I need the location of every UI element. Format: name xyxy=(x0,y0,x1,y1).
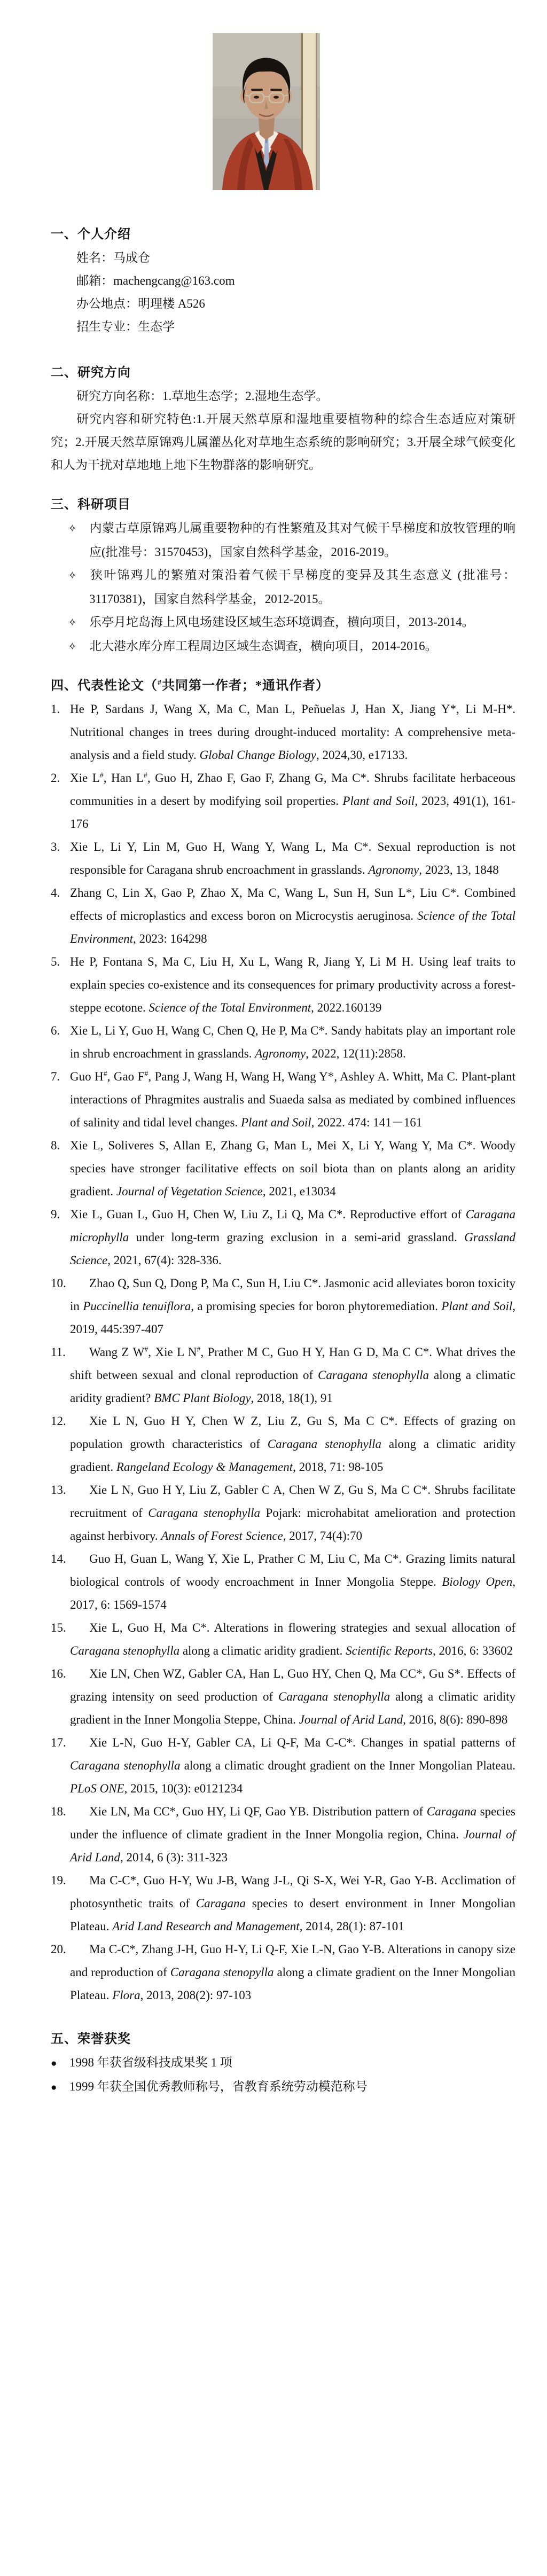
paper-item: 3. Xie L, Li Y, Lin M, Guo H, Wang Y, Wang L, Ma C*. Sexual reproduction is not responsible for Caragana shrub encroachment in grasslands. Agronomy, 2023, 13, 1848 xyxy=(51,835,515,881)
paper-number: 3. xyxy=(51,840,60,854)
paper-item: 20. Ma C-C*, Zhang J-H, Guo H-Y, Li Q-F, Xie L-N, Gao Y-B. Alterations in canopy size and reproduction of Caragana stenopylla along a climate gradient on the Inner Mongolian Plateau. Flora, 2013, 208(2): 97-103 xyxy=(51,1938,515,2007)
circle-bullet-icon: ● xyxy=(51,2082,57,2093)
personal-name: 姓名：马成仓 xyxy=(76,251,150,264)
award-text: 1998 年获省级科技成果奖 1 项 xyxy=(69,2056,232,2069)
paper-item: 17. Xie L-N, Guo H-Y, Gabler CA, Li Q-F, Ma C-C*. Changes in spatial patterns of Caragana stenophylla along a climatic drought gradient on the Inner Mongolian Plateau. PLoS ONE, 2015, 10(3): e0121234 xyxy=(51,1731,515,1800)
section-papers xyxy=(51,675,515,2007)
paper-item: 6. Xie L, Li Y, Guo H, Wang C, Chen Q, He P, Ma C*. Sandy habitats play an important role in shrub encroachment in grasslands. Agronomy, 2022, 12(11):2858. xyxy=(51,1019,515,1065)
section-awards xyxy=(51,2028,515,2099)
paper-number: 13. xyxy=(51,1483,66,1497)
project-item xyxy=(68,516,515,563)
section-projects-heading: 三、科研项目 xyxy=(51,498,131,512)
award-item xyxy=(51,2051,515,2075)
project-item xyxy=(68,563,515,610)
personal-major: 招生专业：生态学 xyxy=(76,320,175,333)
diamond-bullet-icon: ✧ xyxy=(68,641,77,653)
section-research-heading: 二、研究方向 xyxy=(51,366,131,380)
paper-item: 5. He P, Fontana S, Ma C, Liu H, Xu L, Wang R, Jiang Y, Li M H. Using leaf traits to explain species co-existence and its consequences for primary productivity across a forest-steppe ecotone. Science of the Total Environment, 2022.160139 xyxy=(51,950,515,1019)
paper-number: 19. xyxy=(51,1874,66,1887)
project-text: 狭叶锦鸡儿的繁殖对策沿着气候干旱梯度的变异及其生态意义 (批准号：31170381)，国家自然科学基金，2012-2015。 xyxy=(89,568,515,606)
project-text: 内蒙古草原锦鸡儿属重要物种的有性繁殖及其对气候干旱梯度和放牧管理的响应(批准号：31570453)，国家自然科学基金，2016-2019。 xyxy=(89,521,515,559)
paper-item: 2. Xie L#, Han L#, Guo H, Zhao F, Gao F, Zhang G, Ma C*. Shrubs facilitate herbaceous communities in a desert by modifying soil properties. Plant and Soil, 2023, 491(1), 161-176 xyxy=(51,766,515,835)
section-papers-heading: 四、代表性论文（#共同第一作者；*通讯作者） xyxy=(51,679,329,693)
paper-number: 2. xyxy=(51,771,60,785)
paper-item: 11. Wang Z W#, Xie L N#, Prather M C, Guo H Y, Han G D, Ma C C*. What drives the shift between sexual and clonal reproduction of Caragana stenophylla along a climatic aridity gradient? BMC Plant Biology, 2018, 18(1), 91 xyxy=(51,1341,515,1410)
paper-number: 14. xyxy=(51,1552,66,1565)
paper-number: 9. xyxy=(51,1208,60,1221)
paper-number: 7. xyxy=(51,1070,60,1083)
paper-number: 11. xyxy=(51,1345,66,1359)
diamond-bullet-icon: ✧ xyxy=(68,617,77,629)
paper-item: 13. Xie L N, Guo H Y, Liu Z, Gabler C A, Chen W Z, Gu S, Ma C C*. Shrubs facilitate recruitment of Caragana stenophylla Pojark: microhabitat amelioration and protection against herbivory. Annals of Forest Science, 2017, 74(4):70 xyxy=(51,1478,515,1547)
paper-number: 10. xyxy=(51,1277,66,1290)
paper-number: 15. xyxy=(51,1621,66,1634)
paper-number: 6. xyxy=(51,1024,60,1037)
paper-item: 16. Xie LN, Chen WZ, Gabler CA, Han L, Guo HY, Chen Q, Ma CC*, Gu S*. Effects of grazing intensity on seed production of Caragana stenophylla along a climatic aridity gradient in the Inner Mongolia Steppe, China. Journal of Arid Land, 2016, 8(6): 890-898 xyxy=(51,1662,515,1731)
paper-item: 10. Zhao Q, Sun Q, Dong P, Ma C, Sun H, Liu C*. Jasmonic acid alleviates boron toxicity in Puccinellia tenuiflora, a promising species for boron phytoremediation. Plant and Soil, 2019, 445:397-407 xyxy=(51,1272,515,1341)
paper-number: 18. xyxy=(51,1805,66,1818)
paper-number: 5. xyxy=(51,955,60,968)
personal-email: 邮箱：machengcang@163.com xyxy=(76,274,235,287)
project-text: 北大港水库分库工程周边区域生态调查，横向项目，2014-2016。 xyxy=(89,639,437,653)
paper-item: 19. Ma C-C*, Guo H-Y, Wu J-B, Wang J-L, Qi S-X, Wei Y-R, Gao Y-B. Acclimation of photosynthetic traits of Caragana species to desert environment in Inner Mongolian Plateau. Arid Land Research and Management, 2014, 28(1): 87-101 xyxy=(51,1869,515,1938)
papers-list xyxy=(51,698,515,2007)
portrait-photo xyxy=(213,33,320,190)
section-projects xyxy=(51,494,515,659)
paper-item: 9. Xie L, Guan L, Guo H, Chen W, Liu Z, Li Q, Ma C*. Reproductive effort of Caragana microphylla under long-term grazing exclusion in a semi-arid grassland. Grassland Science, 2021, 67(4): 328-336. xyxy=(51,1203,515,1272)
profile-content xyxy=(51,223,515,2099)
project-item xyxy=(68,610,515,635)
paper-item: 4. Zhang C, Lin X, Gao P, Zhao X, Ma C, Wang L, Sun H, Sun L*, Liu C*. Combined effects of microplastics and excess boron on Microcystis aeruginosa. Science of the Total Environment, 2023: 164298 xyxy=(51,881,515,950)
section-personal-heading: 一、个人介绍 xyxy=(51,228,131,241)
paper-number: 4. xyxy=(51,886,60,899)
paper-number: 12. xyxy=(51,1414,66,1428)
personal-office: 办公地点：明理楼 A526 xyxy=(76,297,205,310)
paper-number: 16. xyxy=(51,1667,66,1680)
section-research xyxy=(51,362,515,476)
project-item xyxy=(68,635,515,659)
paper-item: 1. He P, Sardans J, Wang X, Ma C, Man L, Peñuelas J, Han X, Jiang Y*, Li M-H*. Nutritional changes in trees during drought-induced mortality: A comprehensive meta-analysis and a field study. Global Change Biology, 2024,30, e17133. xyxy=(51,698,515,766)
paper-item: 15. Xie L, Guo H, Ma C*. Alterations in flowering strategies and sexual allocation of Caragana stenophylla along a climatic aridity gradient. Scientific Reports, 2016, 6: 33602 xyxy=(51,1616,515,1662)
paper-number: 20. xyxy=(51,1943,66,1956)
paper-item: 8. Xie L, Soliveres S, Allan E, Zhang G, Man L, Mei X, Li Y, Wang Y, Ma C*. Woody species have stronger facilitative effects on soil biota than on plants along an aridity gradient. Journal of Vegetation Science, 2021, e13034 xyxy=(51,1134,515,1203)
research-content: 研究内容和研究特色:1.开展天然草原和湿地重要植物种的综合生态适应对策研究；2.开展天然草原锦鸡儿属灌丛化对草地生态系统的影响研究；3.开展全球气候变化和人为干扰对草地地上地下生物群落的影响研究。 xyxy=(51,412,516,472)
paper-number: 1. xyxy=(51,702,60,716)
paper-number: 17. xyxy=(51,1736,66,1749)
circle-bullet-icon: ● xyxy=(51,2058,57,2069)
section-awards-heading: 五、荣誉获奖 xyxy=(51,2032,131,2046)
paper-item: 18. Xie LN, Ma CC*, Guo HY, Li QF, Gao YB. Distribution pattern of Caragana species under the influence of climate gradient in the Inner Mongolia region, China. Journal of Arid Land, 2014, 6 (3): 311-323 xyxy=(51,1800,515,1869)
paper-item: 12. Xie L N, Guo H Y, Chen W Z, Liu Z, Gu S, Ma C C*. Effects of grazing on population growth characteristics of Caragana stenophylla along a climatic aridity gradient. Rangeland Ecology & Management, 2018, 71: 98-105 xyxy=(51,1410,515,1478)
award-text: 1999 年获全国优秀教师称号，省教育系统劳动模范称号 xyxy=(69,2080,368,2093)
portrait-photo-graphic xyxy=(213,33,320,190)
project-text: 乐亭月坨岛海上风电场建设区域生态环境调查，横向项目，2013-2014。 xyxy=(89,615,474,629)
diamond-bullet-icon: ✧ xyxy=(68,523,77,535)
paper-item: 14. Guo H, Guan L, Wang Y, Xie L, Prather C M, Liu C, Ma C*. Grazing limits natural biological controls of woody encroachment in Inner Mongolia Steppe. Biology Open, 2017, 6: 1569-1574 xyxy=(51,1547,515,1616)
award-item xyxy=(51,2075,515,2099)
paper-item: 7. Guo H#, Gao F#, Pang J, Wang H, Wang H, Wang Y*, Ashley A. Whitt, Ma C. Plant-plant interactions of Phragmites australis and Suaeda salsa as mediated by combined influences of salinity and tidal level changes. Plant and Soil, 2022. 474: 141－161 xyxy=(51,1065,515,1134)
section-personal xyxy=(51,223,515,338)
research-directions: 研究方向名称：1.草地生态学；2.湿地生态学。 xyxy=(76,389,329,403)
paper-number: 8. xyxy=(51,1139,60,1152)
diamond-bullet-icon: ✧ xyxy=(68,570,77,582)
